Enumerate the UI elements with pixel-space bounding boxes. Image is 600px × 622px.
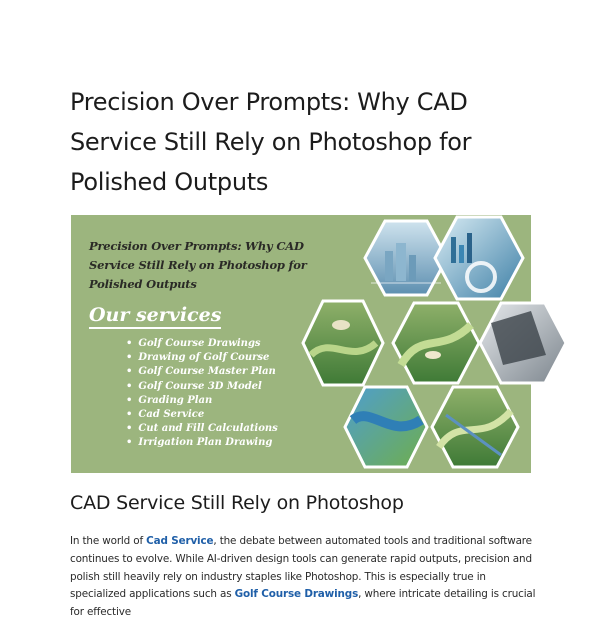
hex-water-course	[345, 387, 427, 467]
hex-laptop	[480, 303, 566, 383]
hero-banner-image	[71, 215, 531, 473]
service-item: • Drawing of Golf Course	[126, 351, 329, 365]
paragraph-text: , the debate between automated tools and traditional software continues to evolve. While AI-driven design tools can generate rapid outputs, precision and polish still heavily rely on industry staples like Photoshop. This is especially true in specialized applications such as	[70, 535, 532, 601]
hex-golf-course-aerial	[303, 301, 383, 385]
cad-service-link[interactable]: Cad Service	[146, 535, 214, 547]
paragraph-text: , where intricate detailing is crucial for effective	[70, 588, 536, 619]
section-heading: CAD Service Still Rely on Photoshop	[70, 492, 404, 514]
hexagon-image-collage	[71, 215, 531, 473]
hex-data-analysis	[435, 217, 523, 299]
hex-course-detail	[432, 387, 518, 467]
service-item: • Golf Course Master Plan	[126, 365, 329, 379]
page-title: Precision Over Prompts: Why CAD Service Still Rely on Photoshop for Polished Outputs	[70, 88, 472, 196]
service-item: • Cut and Fill Calculations	[126, 422, 329, 436]
service-item: • Irrigation Plan Drawing	[126, 436, 329, 450]
golf-course-drawings-link[interactable]: Golf Course Drawings	[234, 588, 359, 601]
paragraph-text: In the world of	[70, 535, 147, 547]
services-heading: Our services	[89, 304, 221, 329]
service-item: • Grading Plan	[126, 394, 329, 408]
service-item: • Golf Course Drawings	[126, 337, 329, 351]
service-item: • Cad Service	[126, 408, 329, 422]
hex-golf-green	[393, 303, 479, 383]
service-item: • Golf Course 3D Model	[126, 380, 329, 394]
article-paragraph	[70, 533, 540, 622]
banner-heading: Precision Over Prompts: Why CAD Service Still Rely on Photoshop for Polished Outputs	[89, 239, 307, 291]
